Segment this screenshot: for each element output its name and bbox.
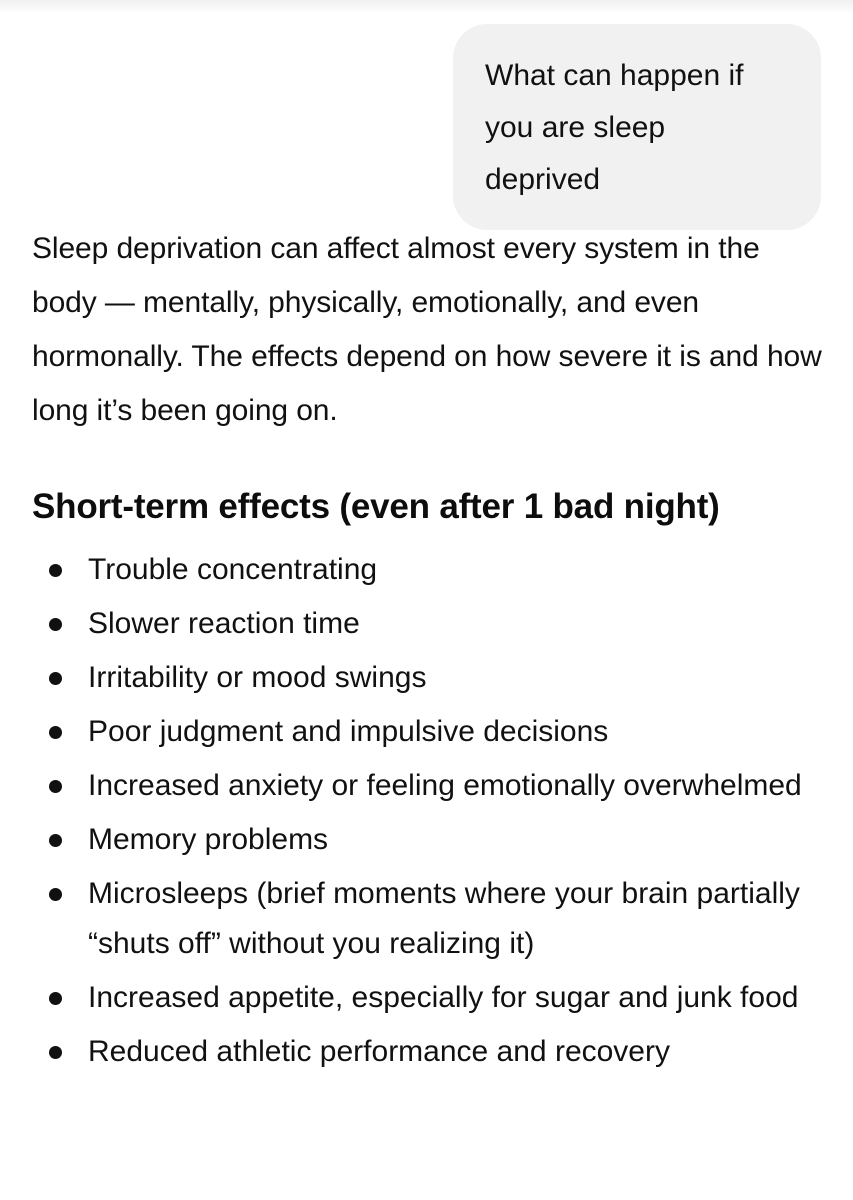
bullet-icon: [49, 992, 62, 1005]
user-message-row: [453, 24, 821, 230]
response-intro: Sleep deprivation can affect almost every system in the body — mentally, physically, emotionally, and even hormonally. The effects depend on how severe it is and how long it’s been going on.: [32, 232, 822, 427]
list-item: [32, 599, 822, 649]
list-item-text: Trouble concentrating: [88, 553, 378, 586]
bullet-icon: [49, 564, 62, 577]
list-item-text: Memory problems: [88, 823, 329, 856]
list-item-text: Microsleeps (brief moments where your brain partially “shuts off” without you realizing it): [88, 877, 800, 960]
list-item: [32, 545, 822, 595]
list-item: [32, 653, 822, 703]
top-scroll-fade: [0, 0, 853, 14]
short-term-effects-list: [32, 545, 822, 1077]
list-item: [32, 973, 822, 1023]
list-item: [32, 1027, 822, 1077]
list-item-text: Irritability or mood swings: [88, 661, 427, 694]
assistant-response: [32, 222, 822, 1081]
list-item-text: Reduced athletic performance and recovery: [88, 1035, 670, 1068]
list-item-text: Increased anxiety or feeling emotionally overwhelmed: [88, 769, 802, 802]
list-item-text: Slower reaction time: [88, 607, 360, 640]
list-item: [32, 869, 822, 969]
list-item-text: Poor judgment and impulsive decisions: [88, 715, 609, 748]
list-item: [32, 815, 822, 865]
bullet-icon: [49, 1046, 62, 1059]
bullet-icon: [49, 780, 62, 793]
list-item: [32, 707, 822, 757]
bullet-icon: [49, 672, 62, 685]
bullet-icon: [49, 834, 62, 847]
bullet-icon: [49, 888, 62, 901]
user-message-bubble: What can happen if you are sleep deprived: [453, 24, 821, 230]
list-item-text: Increased appetite, especially for sugar and junk food: [88, 981, 799, 1014]
bullet-icon: [49, 726, 62, 739]
bullet-icon: [49, 618, 62, 631]
section-heading-short-term: Short-term effects (even after 1 bad night): [32, 487, 720, 526]
list-item: [32, 761, 822, 811]
